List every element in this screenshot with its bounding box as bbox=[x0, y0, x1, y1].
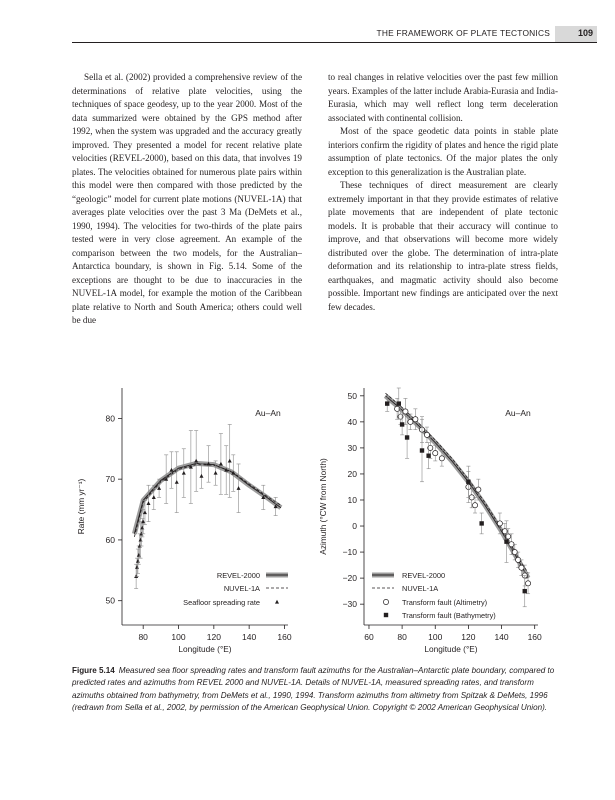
data-point-triangle bbox=[139, 538, 143, 542]
legend-key-circle bbox=[383, 599, 388, 604]
legend-label: Transform fault (Bathymetry) bbox=[402, 611, 496, 620]
x-tick-label: 120 bbox=[206, 632, 221, 642]
legend-key-square bbox=[384, 613, 388, 617]
data-point-triangle bbox=[143, 510, 147, 514]
legend-label: Transform fault (Altimetry) bbox=[402, 598, 488, 607]
y-tick-label: −20 bbox=[342, 573, 357, 584]
y-tick-label: 20 bbox=[347, 468, 357, 479]
y-tick-label: 40 bbox=[347, 416, 357, 427]
rate-chart bbox=[72, 370, 312, 660]
y-tick-label: −10 bbox=[342, 547, 357, 558]
data-point-circle bbox=[408, 419, 413, 424]
data-point-triangle bbox=[146, 501, 150, 505]
y-tick-label: 50 bbox=[347, 390, 357, 401]
data-point-triangle bbox=[219, 462, 223, 466]
x-tick-label: 80 bbox=[397, 632, 407, 642]
running-header bbox=[0, 26, 615, 42]
data-point-square bbox=[466, 480, 470, 484]
data-point-triangle bbox=[194, 459, 198, 463]
data-point-triangle bbox=[214, 471, 218, 475]
figure-caption bbox=[72, 665, 562, 714]
data-point-circle bbox=[433, 451, 438, 456]
legend-label: Seafloor spreading rate bbox=[183, 598, 260, 607]
series-revel-band bbox=[134, 463, 281, 533]
data-point-square bbox=[397, 401, 401, 405]
figure-5-14 bbox=[72, 370, 558, 660]
data-point-circle bbox=[525, 581, 530, 586]
data-point-triangle bbox=[137, 553, 141, 557]
page-number: 109 bbox=[577, 28, 593, 38]
x-tick-label: 120 bbox=[461, 632, 476, 642]
data-point-square bbox=[523, 589, 527, 593]
data-point-square bbox=[405, 435, 409, 439]
data-point-triangle bbox=[134, 574, 138, 578]
series-nuvel-line bbox=[134, 465, 281, 537]
data-point-square bbox=[400, 422, 404, 426]
y-axis-label: Rate (mm yr⁻¹) bbox=[76, 478, 86, 535]
azimuth-chart bbox=[312, 370, 558, 660]
series-revel-line bbox=[134, 463, 281, 533]
y-tick-label: 50 bbox=[105, 595, 115, 606]
running-title: THE FRAMEWORK OF PLATE TECTONICS bbox=[376, 28, 550, 38]
data-point-triangle bbox=[237, 486, 241, 490]
x-axis-label: Longitude (°E) bbox=[424, 644, 478, 654]
paragraph: Most of the space geodetic data points in stable plate interiors confirm the rigidity of plates and hence the rigid plate assumption of plate tectonics. Of the major plates the only exception to this generalization is the Australian plate. bbox=[328, 126, 558, 177]
data-point-circle bbox=[476, 487, 481, 492]
legend-key-triangle bbox=[275, 600, 279, 604]
data-point-circle bbox=[403, 409, 408, 414]
x-tick-label: 60 bbox=[364, 632, 374, 642]
x-tick-label: 160 bbox=[527, 632, 542, 642]
legend-label: NUVEL-1A bbox=[402, 584, 439, 593]
data-point-triangle bbox=[135, 565, 139, 569]
y-tick-label: 80 bbox=[105, 413, 115, 424]
y-tick-label: 70 bbox=[105, 474, 115, 485]
legend-label: REVEL-2000 bbox=[402, 571, 446, 580]
data-point-circle bbox=[497, 521, 502, 526]
text-column-left bbox=[72, 71, 302, 328]
data-point-circle bbox=[413, 417, 418, 422]
x-tick-label: 160 bbox=[277, 632, 292, 642]
y-tick-label: 0 bbox=[352, 521, 357, 532]
data-point-square bbox=[426, 454, 430, 458]
header-rule bbox=[72, 42, 597, 43]
data-point-triangle bbox=[138, 544, 142, 548]
y-tick-label: 10 bbox=[347, 494, 357, 505]
y-tick-label: 30 bbox=[347, 442, 357, 453]
data-point-triangle bbox=[228, 459, 232, 463]
x-tick-label: 140 bbox=[494, 632, 509, 642]
paragraph: Sella et al. (2002) provided a comprehensive review of the determinations of relative plate velocities, using the techniques of space geodesy, up to the year 2000. Most of the data summarized were obtained by the GPS method after 1992, when the system was upgraded and the accuracy greatly improved. They presented a model for recent relative plate velocities (REVEL-2000), based on this data, that involves 19 plates. The velocities obtained for numerous plate pairs within this model were then compared with those predicted by the “geologic” model for current plate motions (NUVEL-1A) that averages plate velocities over the past 3 Ma (DeMets et al., 1990, 1994). The velocities for two-thirds of the plate pairs tested were in very close agreement. An example of the comparison between the two models, for the Australian–Antarctica boundary, is shown in Fig. 5.14. Some of the exceptions are thought to be due to inaccuracies in the NUVEL-1A model, for example the motion of the Caribbean plate relative to North and South America; others could well be due bbox=[72, 72, 302, 325]
data-point-triangle bbox=[152, 495, 156, 499]
data-point-triangle bbox=[199, 474, 203, 478]
data-point-triangle bbox=[182, 471, 186, 475]
paragraph: to real changes in relative velocities over the past few million years. Examples of the latter include Arabia-Eurasia and India-Eurasia, which may well reflect long term deceleration associated with continental collision. bbox=[328, 72, 558, 123]
y-axis-label: Azimuth (°CW from North) bbox=[318, 458, 328, 555]
data-point-circle bbox=[472, 503, 477, 508]
paragraph: These techniques of direct measurement are clearly extremely important in that they provide estimates of relative plate movements that are independent of plate tectonic models. It is probable that their accuracy will continue to improve, and that observations will become more widely distributed over the globe. The determination of intra-plate deformation and its relationship to intra-plate stress fields, earthquakes, and magmatic activity should also become possible. Important new findings are anticipated over the next few decades. bbox=[328, 180, 558, 312]
legend-label: NUVEL-1A bbox=[223, 584, 260, 593]
data-point-square bbox=[504, 539, 508, 543]
data-point-circle bbox=[424, 432, 429, 437]
data-point-square bbox=[479, 521, 483, 525]
data-point-square bbox=[420, 448, 424, 452]
data-point-square bbox=[385, 401, 389, 405]
x-axis-label: Longitude (°E) bbox=[178, 644, 232, 654]
data-point-circle bbox=[439, 456, 444, 461]
data-point-triangle bbox=[175, 480, 179, 484]
x-tick-label: 100 bbox=[171, 632, 186, 642]
legend-label: REVEL-2000 bbox=[216, 571, 260, 580]
data-point-triangle bbox=[136, 559, 140, 563]
x-tick-label: 80 bbox=[138, 632, 148, 642]
data-point-triangle bbox=[140, 526, 144, 530]
x-tick-label: 140 bbox=[242, 632, 257, 642]
caption-label: Figure 5.14 bbox=[72, 666, 115, 675]
data-point-triangle bbox=[139, 532, 143, 536]
data-point-circle bbox=[519, 565, 524, 570]
y-tick-label: −30 bbox=[342, 599, 357, 610]
text-column-right bbox=[328, 71, 558, 314]
caption-text: Measured sea floor spreading rates and transform fault azimuths for the Australian–Antarctic plate boundary, compared to predicted rates and azimuths from REVEL 2000 and NUVEL-1A. Details of NUVEL-1A, measured spreading rates, and transform azimuths obtained from bathymetry, from DeMets et al., 1990, 1994. Transform azimuths from altimetry from Spitzak & DeMets, 1996 (redrawn from Sella et al., 2002, by permission of the American Geophysical Union. Copyright © 2002 American Geophysical Union). bbox=[72, 666, 555, 712]
chart-title: Au–An bbox=[255, 408, 281, 418]
chart-title: Au–An bbox=[505, 408, 531, 418]
y-tick-label: 60 bbox=[105, 534, 115, 545]
x-tick-label: 100 bbox=[428, 632, 443, 642]
